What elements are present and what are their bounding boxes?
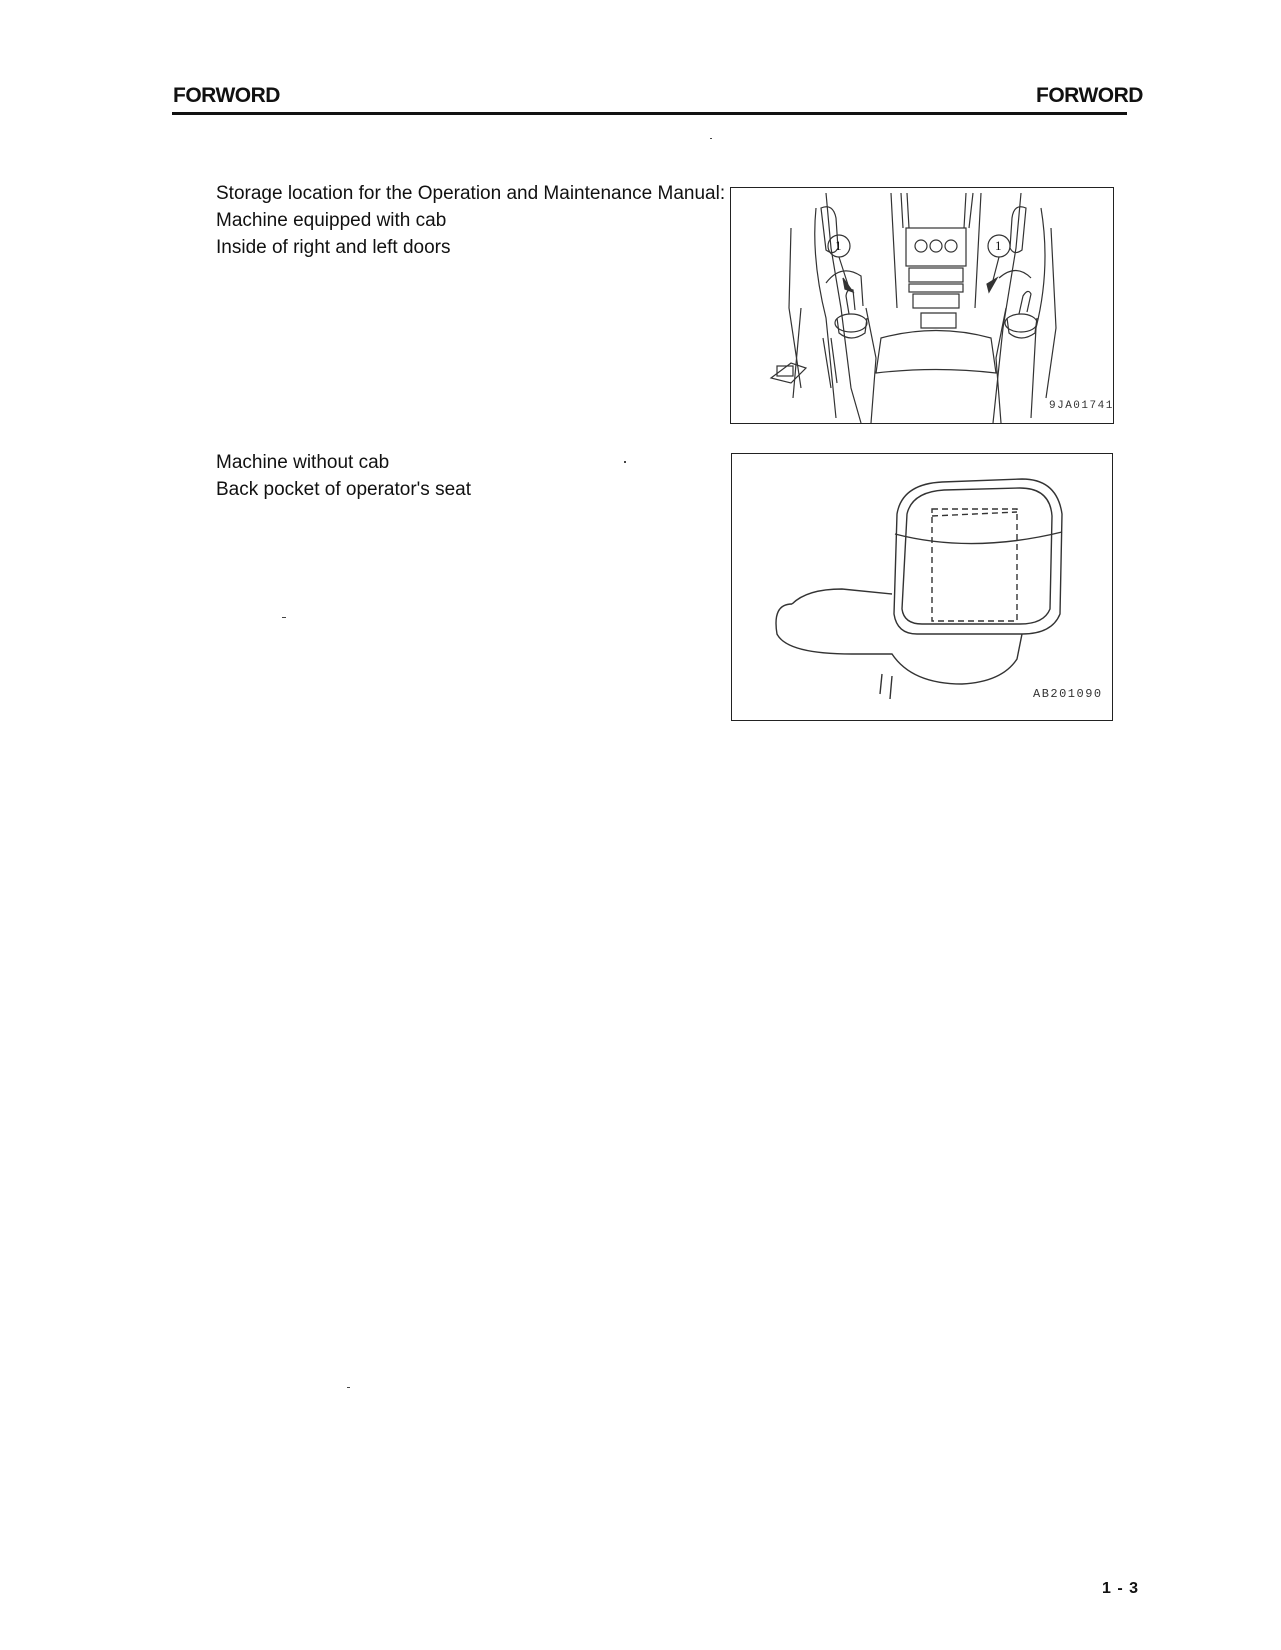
scan-speck	[624, 461, 626, 463]
header-title-right: FORWORD	[1036, 84, 1143, 107]
cab-text-block	[216, 180, 725, 261]
no-cab-machine-label: Machine without cab	[216, 452, 390, 473]
header-title-left: FORWORD	[173, 84, 280, 107]
cab-storage-location: Inside of right and left doors	[216, 237, 451, 258]
callout-number-left: 1	[835, 238, 842, 253]
header-divider	[172, 112, 1127, 115]
figure-code-cab: 9JA01741	[1049, 400, 1114, 412]
callout-number-right: 1	[995, 238, 1002, 253]
storage-location-heading: Storage location for the Operation and Maintenance Manual:	[216, 183, 726, 204]
no-cab-storage-location: Back pocket of operator's seat	[216, 479, 471, 500]
scan-speck	[710, 138, 712, 139]
operator-seat-figure	[731, 453, 1113, 721]
cab-machine-label: Machine equipped with cab	[216, 210, 447, 231]
operator-seat-illustration-icon	[732, 454, 1112, 720]
cab-interior-illustration-icon	[731, 188, 1113, 423]
cab-interior-figure	[730, 187, 1114, 424]
scan-speck	[347, 1387, 350, 1388]
figure-code-seat: AB201090	[1033, 687, 1103, 701]
scan-speck	[282, 617, 286, 618]
no-cab-text-block	[216, 449, 471, 503]
page-number: 1 - 3	[1102, 1580, 1140, 1597]
